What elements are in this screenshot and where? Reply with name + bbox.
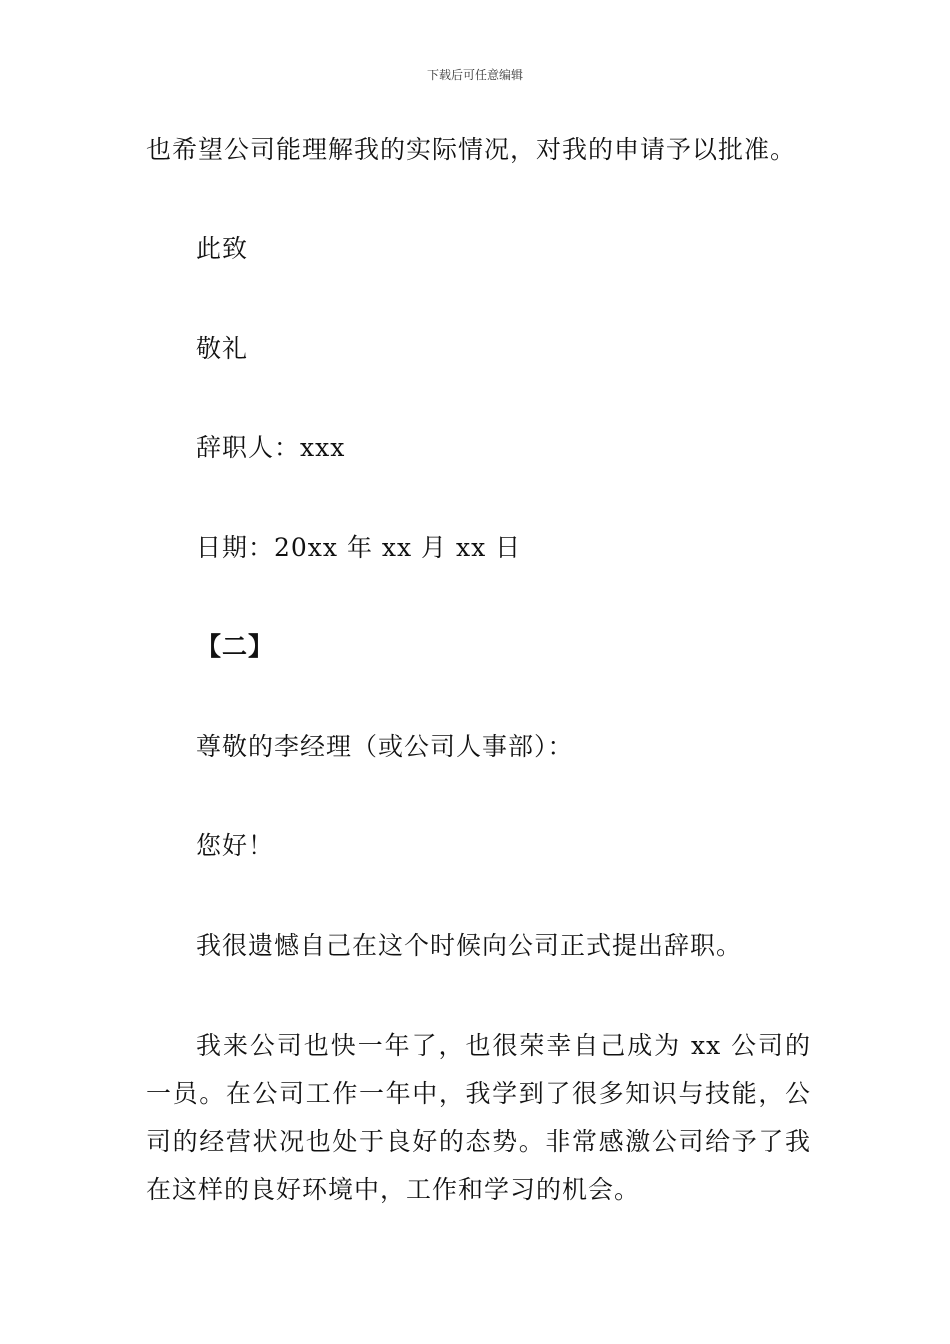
signer-line: 辞职人：xxx <box>196 433 346 462</box>
paragraph-experience: 我来公司也快一年了，也很荣幸自己成为 xx 公司的一员。在公司工作一年中，我学到了很多知识与技能，公司的经营状况也处于良好的态势。非常感激公司给予了我在这样的良好环境中，工作和学习的机会。 <box>146 1031 811 1204</box>
recipient-line: 尊敬的李经理（或公司人事部）： <box>196 732 574 761</box>
header-note: 下载后可任意编辑 <box>426 68 523 82</box>
date-line: 日期：20xx 年 xx 月 xx 日 <box>196 533 522 562</box>
paragraph-resignation: 我很遗憾自己在这个时候向公司正式提出辞职。 <box>196 931 743 960</box>
greeting-line: 您好！ <box>196 831 275 860</box>
salutation-ci-zhi: 此致 <box>196 234 249 263</box>
section-marker: 【二】 <box>196 632 275 661</box>
salutation-jing-li: 敬礼 <box>196 334 249 363</box>
closing-sentence: 也希望公司能理解我的实际情况，对我的申请予以批准。 <box>146 135 797 164</box>
